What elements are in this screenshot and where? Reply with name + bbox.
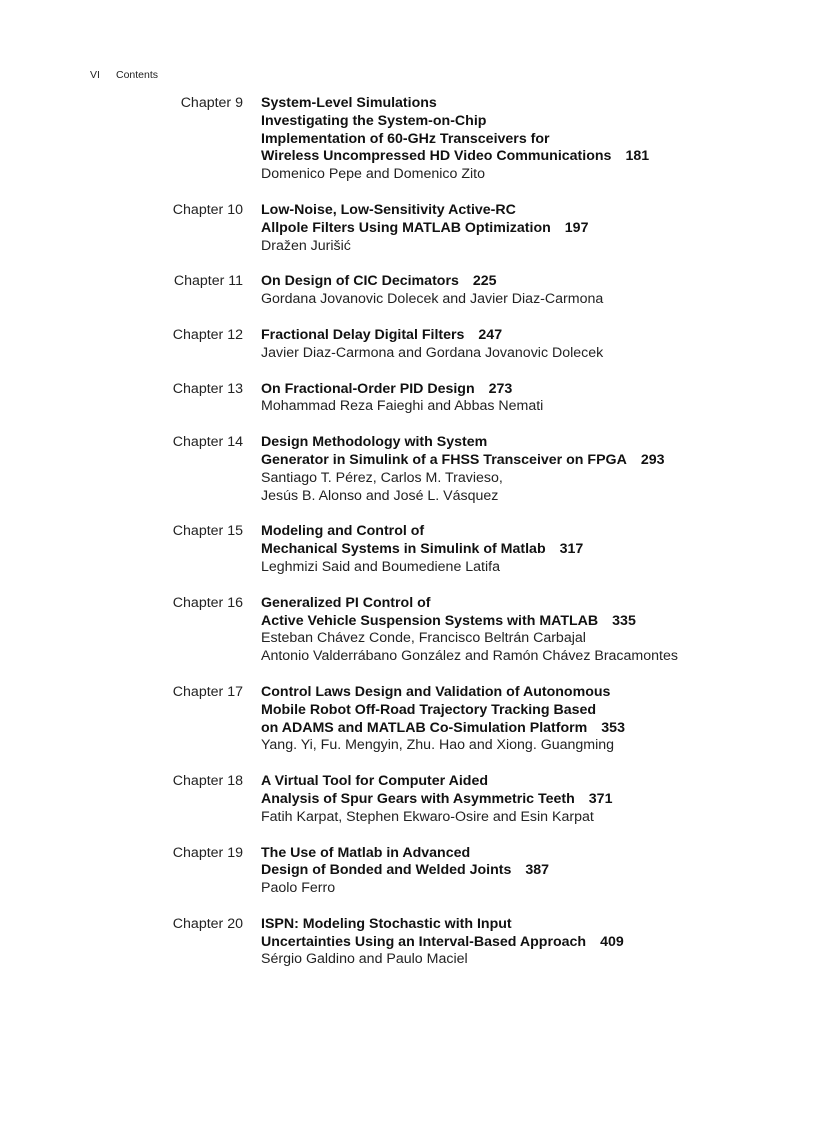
chapter-title-line[interactable]: [261, 148, 770, 166]
toc-entry: [150, 273, 770, 309]
chapter-title-line[interactable]: [261, 934, 770, 952]
chapter-title-line[interactable]: [261, 434, 770, 452]
chapter-title-line[interactable]: [261, 613, 770, 631]
chapter-page-number[interactable]: 317: [559, 541, 584, 558]
chapter-title-line[interactable]: [261, 113, 770, 131]
chapter-label: Chapter 13: [172, 380, 243, 397]
section-title: Contents: [116, 69, 159, 81]
chapter-title-line[interactable]: [261, 862, 770, 880]
chapter-title-line[interactable]: [261, 327, 770, 345]
chapter-title-text: System-Level Simulations: [261, 95, 437, 111]
chapter-title-text: Control Laws Design and Validation of Autonomous: [261, 683, 611, 700]
chapter-authors: Fatih Karpat, Stephen Ekwaro-Osire and Esin Karpat: [261, 808, 594, 825]
chapter-authors: Antonio Valderrábano González and Ramón Chávez Bracamontes: [261, 648, 678, 665]
table-of-contents: [150, 95, 770, 987]
chapter-authors: Gordana Jovanovic Dolecek and Javier Diaz-Carmona: [261, 291, 604, 308]
chapter-title-text: Generator in Simulink of a FHSS Transceiver on FPGA: [261, 451, 627, 468]
chapter-title-line[interactable]: [261, 452, 770, 470]
chapter-title-line[interactable]: [261, 220, 770, 238]
chapter-title-line[interactable]: [261, 381, 770, 399]
chapter-body: [261, 684, 770, 755]
chapter-title-text: Investigating the System-on-Chip: [261, 112, 487, 129]
chapter-label: Chapter 14: [172, 434, 243, 451]
chapter-title-line[interactable]: [261, 523, 770, 541]
chapter-title-text: Implementation of 60-GHz Transceivers for: [261, 130, 550, 147]
chapter-title-text: Fractional Delay Digital Filters: [261, 326, 465, 343]
toc-entry: [150, 523, 770, 576]
chapter-title-text: On Fractional-Order PID Design: [261, 380, 475, 397]
toc-entry: [150, 684, 770, 755]
chapter-label: Chapter 12: [172, 326, 243, 343]
chapter-title-line[interactable]: [261, 595, 770, 613]
chapter-body: [261, 845, 770, 898]
chapter-title-text: Uncertainties Using an Interval-Based Approach: [261, 933, 587, 950]
toc-entry: [150, 595, 770, 666]
chapter-body: [261, 202, 770, 255]
chapter-page-number[interactable]: 371: [588, 790, 613, 807]
chapter-title-line[interactable]: [261, 916, 770, 934]
chapter-authors: Jesús B. Alonso and José L. Vásquez: [261, 487, 499, 504]
toc-entry: [150, 845, 770, 898]
chapter-title-line[interactable]: [261, 95, 770, 113]
chapter-page-number[interactable]: 273: [488, 380, 513, 397]
chapter-title-text: Modeling and Control of: [261, 523, 425, 540]
chapter-title-text: Low-Noise, Low-Sensitivity Active-RC: [261, 201, 516, 218]
chapter-page-number[interactable]: 293: [640, 451, 665, 468]
chapter-label: Chapter 19: [172, 844, 243, 861]
chapter-authors: Santiago T. Pérez, Carlos M. Travieso,: [261, 469, 503, 486]
chapter-title-line[interactable]: [261, 131, 770, 149]
chapter-page-number[interactable]: 387: [525, 862, 550, 879]
chapter-title-line[interactable]: [261, 720, 770, 738]
chapter-authors: Paolo Ferro: [261, 880, 336, 897]
chapter-body: [261, 595, 770, 666]
chapter-body: [261, 95, 770, 184]
chapter-authors: Dražen Jurišić: [261, 237, 351, 254]
chapter-label: Chapter 16: [172, 594, 243, 611]
chapter-body: [261, 773, 770, 826]
chapter-title-text: Active Vehicle Suspension Systems with MATLAB: [261, 612, 599, 629]
toc-entry: [150, 381, 770, 417]
chapter-title-line[interactable]: [261, 702, 770, 720]
chapter-page-number[interactable]: 225: [472, 273, 497, 290]
chapter-body: [261, 434, 770, 505]
toc-entry: [150, 916, 770, 969]
chapter-title-text: Design of Bonded and Welded Joints: [261, 862, 512, 879]
chapter-title-line[interactable]: [261, 845, 770, 863]
chapter-authors: Leghmizi Said and Boumediene Latifa: [261, 558, 500, 575]
chapter-label: Chapter 20: [172, 915, 243, 932]
chapter-label: Chapter 18: [172, 773, 243, 790]
chapter-authors: Yang. Yi, Fu. Mengyin, Zhu. Hao and Xiong. Guangming: [261, 737, 615, 754]
chapter-title-text: Generalized PI Control of: [261, 594, 431, 611]
chapter-page-number[interactable]: 409: [600, 933, 624, 950]
chapter-title-text: Design Methodology with System: [261, 434, 488, 451]
chapter-page-number[interactable]: 247: [478, 326, 503, 343]
chapter-title-line[interactable]: [261, 791, 770, 809]
chapter-label: Chapter 9: [180, 95, 243, 111]
chapter-body: [261, 916, 770, 969]
chapter-page-number[interactable]: 353: [601, 719, 625, 736]
chapter-body: [261, 327, 770, 363]
chapter-title-text: Wireless Uncompressed HD Video Communications: [261, 148, 612, 165]
chapter-label: Chapter 15: [172, 523, 243, 540]
chapter-title-text: Allpole Filters Using MATLAB Optimization: [261, 219, 551, 236]
chapter-title-text: A Virtual Tool for Computer Aided: [261, 773, 488, 790]
chapter-title-text: Analysis of Spur Gears with Asymmetric Teeth: [261, 790, 575, 807]
chapter-page-number[interactable]: 181: [625, 148, 650, 165]
chapter-label: Chapter 10: [172, 201, 243, 218]
chapter-authors: Domenico Pepe and Domenico Zito: [261, 166, 485, 183]
chapter-label: Chapter 11: [173, 273, 243, 290]
chapter-authors: Sérgio Galdino and Paulo Maciel: [261, 951, 468, 968]
chapter-title-line[interactable]: [261, 273, 770, 291]
chapter-page-number[interactable]: 197: [564, 219, 589, 236]
chapter-body: [261, 523, 770, 576]
toc-entry: [150, 773, 770, 826]
chapter-title-text: On Design of CIC Decimators: [261, 273, 459, 290]
page-number: VI: [90, 69, 100, 81]
toc-entry: [150, 434, 770, 505]
chapter-title-line[interactable]: [261, 541, 770, 559]
chapter-authors: Mohammad Reza Faieghi and Abbas Nemati: [261, 398, 544, 415]
chapter-title-text: ISPN: Modeling Stochastic with Input: [261, 915, 512, 932]
toc-entry: [150, 95, 770, 184]
chapter-body: [261, 381, 770, 417]
chapter-title-text: Mobile Robot Off-Road Trajectory Tracking Based: [261, 701, 597, 718]
chapter-label: Chapter 17: [172, 683, 243, 700]
chapter-title-line[interactable]: [261, 202, 770, 220]
toc-entry: [150, 202, 770, 255]
chapter-title-line[interactable]: [261, 773, 770, 791]
running-head: [90, 69, 158, 81]
chapter-page-number[interactable]: 335: [612, 612, 636, 629]
chapter-title-text: Mechanical Systems in Simulink of Matlab: [261, 541, 546, 558]
chapter-title-text: The Use of Matlab in Advanced: [261, 844, 471, 861]
toc-entry: [150, 327, 770, 363]
chapter-body: [261, 273, 770, 309]
chapter-authors: Javier Diaz-Carmona and Gordana Jovanovic Dolecek: [261, 344, 604, 361]
chapter-authors: Esteban Chávez Conde, Francisco Beltrán Carbajal: [261, 630, 586, 647]
chapter-title-text: on ADAMS and MATLAB Co-Simulation Platform: [261, 719, 588, 736]
chapter-title-line[interactable]: [261, 684, 770, 702]
